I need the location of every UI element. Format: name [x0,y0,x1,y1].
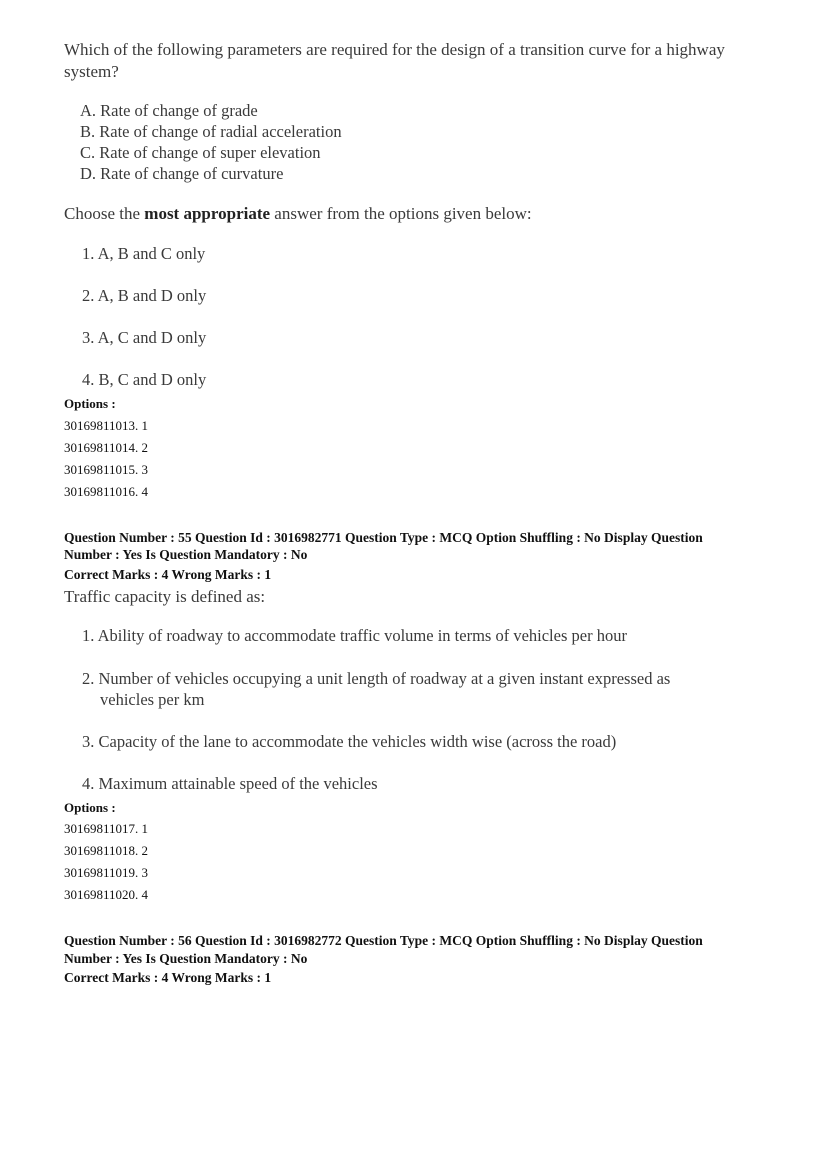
q54-statement-d: D. Rate of change of curvature [80,164,284,183]
q55-answer-2: 2. Number of vehicles occupying a unit length of roadway at a given instant expressed as [82,669,671,688]
q54-instruction [64,204,532,224]
q54-stem-line-1: Which of the following parameters are required for the design of a transition curve for a highway [64,40,725,59]
q55-marks: Correct Marks : 4 Wrong Marks : 1 [64,567,272,582]
q55-option-id-3: 30169811019. 3 [64,865,149,880]
q55-meta-line-2: Number : Yes Is Question Mandatory : No [64,547,308,562]
q56-marks: Correct Marks : 4 Wrong Marks : 1 [64,970,272,985]
q55-answer-3: 3. Capacity of the lane to accommodate the vehicles width wise (across the road) [82,732,617,751]
q55-options-label: Options : [64,800,116,815]
q54-instruction-suffix: answer from the options given below: [270,204,532,223]
q55-option-id-4: 30169811020. 4 [64,887,149,902]
q54-answer-4: 4. B, C and D only [82,370,207,389]
q54-statement-b: B. Rate of change of radial acceleration [80,122,342,141]
q55-option-id-1: 30169811017. 1 [64,821,149,836]
q54-answer-1: 1. A, B and C only [82,244,206,263]
q55-stem: Traffic capacity is defined as: [64,587,266,606]
q54-option-id-2: 30169811014. 2 [64,440,149,455]
q55-meta-line-1: Question Number : 55 Question Id : 3016982771 Question Type : MCQ Option Shuffling : No Display Question [64,530,703,545]
q55-answer-4: 4. Maximum attainable speed of the vehicles [82,774,378,793]
q56-meta-line-1: Question Number : 56 Question Id : 3016982772 Question Type : MCQ Option Shuffling : No Display Question [64,933,703,948]
q55-option-id-2: 30169811018. 2 [64,843,149,858]
q54-answer-2: 2. A, B and D only [82,286,207,305]
q54-options-label: Options : [64,396,116,411]
q55-answer-2-continued: vehicles per km [100,690,205,709]
q54-instruction-prefix: Choose the [64,204,145,223]
q54-stem-line-2: system? [64,62,119,81]
q54-option-id-3: 30169811015. 3 [64,462,149,477]
q54-option-id-1: 30169811013. 1 [64,418,149,433]
q56-meta-line-2: Number : Yes Is Question Mandatory : No [64,951,308,966]
q54-statement-a: A. Rate of change of grade [80,101,258,120]
q54-statement-c: C. Rate of change of super elevation [80,143,321,162]
q54-answer-3: 3. A, C and D only [82,328,207,347]
q54-option-id-4: 30169811016. 4 [64,484,149,499]
q54-instruction-bold: most appropriate [144,204,271,223]
q55-answer-1: 1. Ability of roadway to accommodate traffic volume in terms of vehicles per hour [82,626,627,645]
